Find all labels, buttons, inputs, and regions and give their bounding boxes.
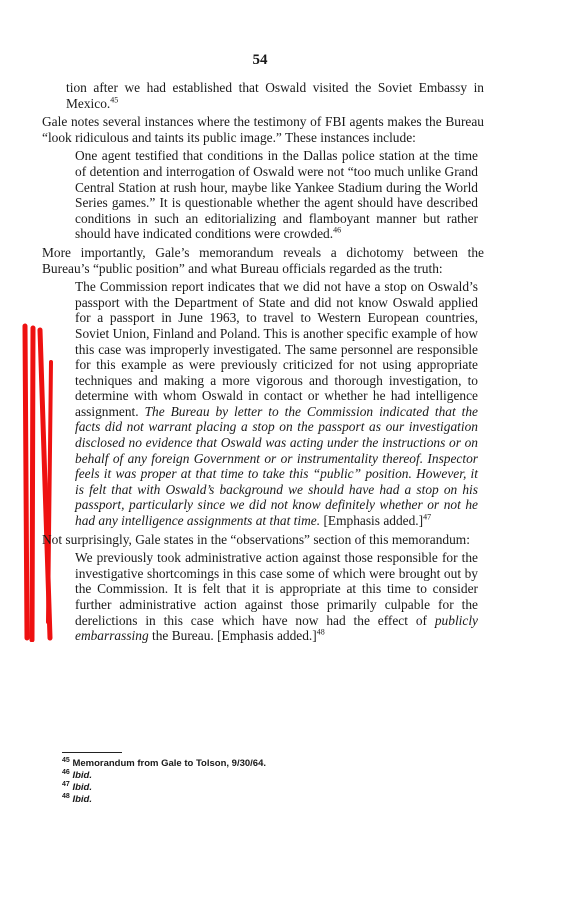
emphasized-passage: The Bureau by letter to the Commission indicated that the facts did not warrant placing a stop on the passport as our investigation disclosed no evidence that Oswald was acting under the instructions or on behalf of any foreign Government or or instrumentality thereof. Inspector feels it was proper at that time to take this “public” position. However, it is felt that with Oswald’s background we should have had a stop on his passport, particularly since we did not know definitely whether or not he had any intelligence assignments at that time. (75, 403, 478, 529)
paragraph-observations: Not surprisingly, Gale states in the “observations” section of this memorandum: (42, 531, 470, 547)
continued-paragraph: tion after we had established that Oswald visited the Soviet Embassy in Mexico.$^{45}$ (66, 80, 484, 111)
quote-passport-stop: The Commission report indicates that we did not have a stop on Oswald’s passport with the Department of State and did not know Oswald applied for a passport in June 1963, to travel to Western European countries, Soviet Union, Finland and Poland. This is another specific example of how this case was improperly investigated. The same personnel are responsible for this example as were previously criticized for not using appropriate techniques and making a more vigorous and thorough investigation, to determine with whom Oswald in contact or whether he had intelligence assignment. The Bureau by letter to the Commission indicated that the facts did not warrant placing a stop on the passport as our investigation disclosed no evidence that Oswald was acting under the instructions or on behalf of any foreign Government or or instrumentality thereof. Inspector feels it was proper at that time to take this “public” position. However, it is felt that with Oswald’s background we should have had a stop on his passport, particularly since we did not know definitely whether or not he had any intelligence assignments at that time. [Emphasis added.]$^{47}$ (75, 279, 478, 529)
quote-dallas-station: One agent testified that conditions in the Dallas police station at the time of detention and interrogation of Oswald were not “too much unlike Grand Central Station at rush hour, maybe like Yankee Stadium during the World Series games.” It is questionable whether the agent should have described conditions in such an editorializing and flamboyant manner but rather should have indicated conditions were crowded.$^{46}$ (75, 148, 478, 242)
emphasized-phrase: publicly embarrassing (75, 612, 478, 644)
paragraph-dichotomy: More importantly, Gale’s memorandum reveals a dichotomy between the Bureau’s “public position” and what Bureau officials regarded as the truth: (42, 244, 484, 276)
footnote-ref-48: 48 (316, 627, 325, 637)
paragraph-instances: Gale notes several instances where the testimony of FBI agents makes the Bureau “look ridiculous and taints its public image.” These instances include: (42, 114, 484, 145)
footnote-ref-45: 45 (110, 95, 119, 105)
quote-administrative-action: We previously took administrative action against those responsible for the investigative shortcomings in this case some of which were brought out by the Commission. It is felt that it is appropriate at this time to consider further administrative action against those primarily culpable for the derelictions in this case which have now had the effect of publicly embarrassing the Bureau. [Emphasis added.]$^{48}$ (75, 550, 478, 644)
document-body (42, 80, 484, 647)
footnote-46: $^{46}$ Ibid. (62, 768, 92, 781)
footnote-ref-46: 46 (333, 225, 342, 235)
footnote-ref-47: 47 (423, 512, 432, 522)
footnote-47: $^{47}$ Ibid. (62, 780, 92, 793)
footnote-48: $^{48}$ Ibid. (62, 792, 92, 805)
footnotes (62, 758, 462, 806)
footnote-divider (62, 752, 122, 753)
footnote-45: $^{45}$ Memorandum from Gale to Tolson, 9/30/64. (62, 756, 266, 769)
page-number: 54 (252, 52, 268, 68)
